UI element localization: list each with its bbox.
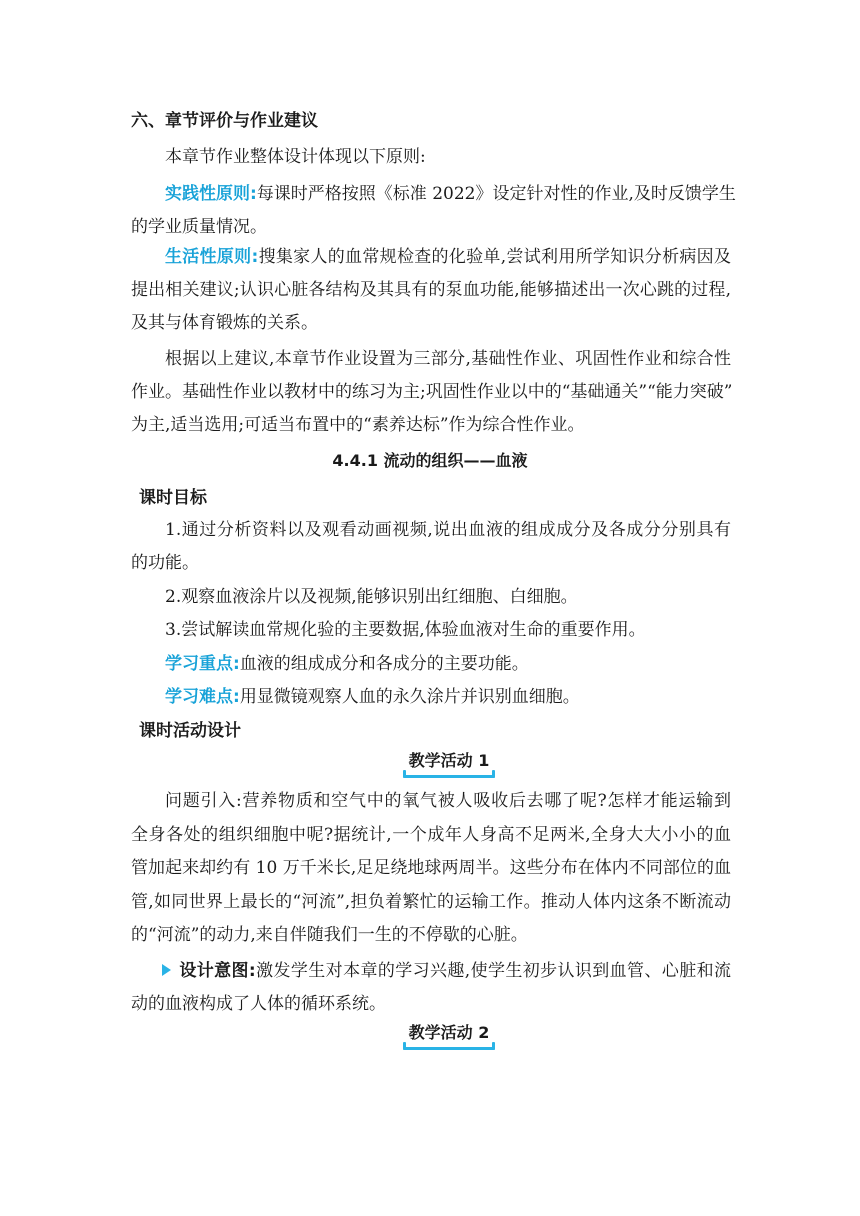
key-point: 学习重点:血液的组成成分和各成分的主要功能。 [165,654,529,674]
objective-item2: 2.观察血液涂片以及视频,能够识别出红细胞、白细胞。 [165,587,578,607]
activity1-para-line1: 问题引入:营养物质和空气中的氧气被人吸收后去哪了呢?怎样才能运输到 [165,791,731,811]
intro-text: 本章节作业整体设计体现以下原则: [165,147,426,167]
design-intent-line2: 动的血液构成了人体的循环系统。 [131,994,386,1014]
objective-item1-line1: 1.通过分析资料以及观看动画视频,说出血液的组成成分及各成分分别具有 [165,520,731,540]
key-point-label: 学习重点: [165,654,240,674]
activity1-para-line2: 全身各处的组织细胞中呢?据统计,一个成年人身高不足两米,全身大大小小的血 [131,825,731,845]
section-title: 六、章节评价与作业建议 [131,111,318,131]
principle2-label: 生活性原则: [165,247,259,267]
principle1-label: 实践性原则: [165,184,257,204]
activity2-header: 教学活动 2 [403,1020,495,1050]
activity1-tick-right [492,770,495,778]
activity2-tick-right [492,1042,495,1050]
principle1-line2: 的学业质量情况。 [131,217,267,237]
suggestion-line1: 根据以上建议,本章节作业设置为三部分,基础性作业、巩固性作业和综合性 [165,349,731,369]
activity1-para-line4: 管,如同世界上最长的“河流”,担负着繁忙的运输工作。推动人体内这条不断流动 [131,892,731,912]
principle2-line1: 生活性原则:搜集家人的血常规检查的化验单,尝试利用所学知识分析病因及 [165,247,731,267]
objective-item3: 3.尝试解读血常规化验的主要数据,体验血液对生命的重要作用。 [165,620,646,640]
activity1-tick-left [403,770,406,778]
objective-item1-line2: 的功能。 [131,553,199,573]
lesson-title: 4.4.1 流动的组织——血液 [332,451,528,470]
principle2-line2: 提出相关建议;认识心脏各结构及其具有的泵血功能,能够描述出一次心跳的过程, [131,280,731,300]
activity2-underline [403,1047,495,1050]
activity1-header: 教学活动 1 [403,748,495,778]
difficulty-point: 学习难点:用显微镜观察人血的永久涂片并识别血细胞。 [165,687,580,707]
activity1-para-line3: 管加起来却约有 10 万千米长,足足绕地球两周半。这些分布在体内不同部位的血 [131,858,731,878]
principle2-line3: 及其与体育锻炼的关系。 [131,313,318,333]
design-intent-line1: 设计意图:激发学生对本章的学习兴趣,使学生初步认识到血管、心脏和流 [162,954,731,988]
activity2-tick-left [403,1042,406,1050]
difficulty-point-label: 学习难点: [165,687,240,707]
suggestion-line2: 作业。基础性作业以教材中的练习为主;巩固性作业以中的“基础通关”“能力突破” [131,382,733,402]
design-heading: 课时活动设计 [139,721,241,741]
principle1-line1: 实践性原则:每课时严格按照《标准 2022》设定针对性的作业,及时反馈学生 [165,184,736,204]
activity1-para-line5: 的“河流”的动力,来自伴随我们一生的不停歇的心脏。 [131,925,528,945]
activity1-underline [403,775,495,778]
design-intent-label: 设计意图: [179,961,256,981]
objectives-heading: 课时目标 [139,488,207,508]
play-arrow-icon [162,964,171,976]
suggestion-line3: 为主,适当选用;可适当布置中的“素养达标”作为综合性作业。 [131,415,585,435]
